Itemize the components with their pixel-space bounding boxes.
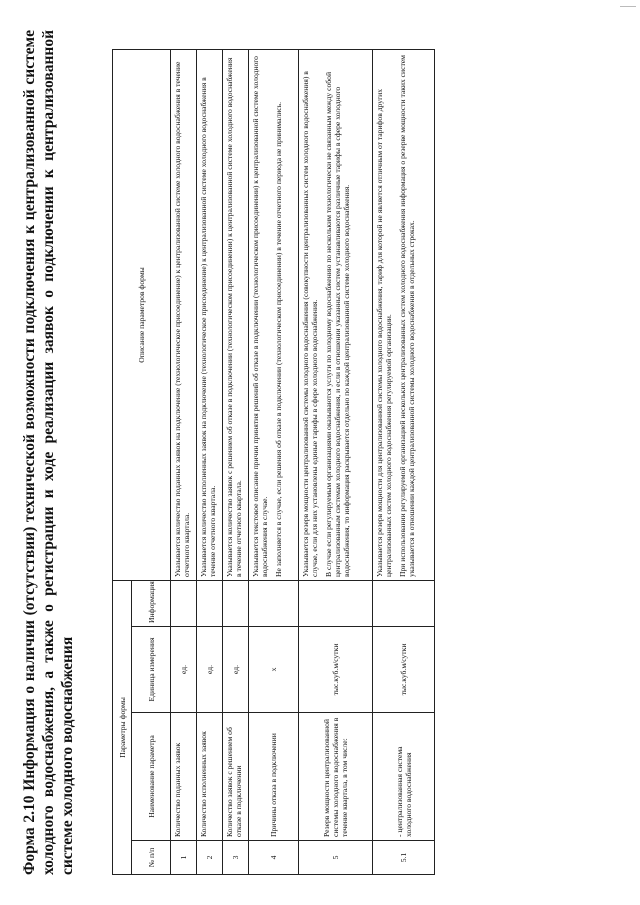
row-unit: х	[249, 627, 299, 713]
col-header-info: Информация	[132, 580, 171, 626]
row-description	[299, 49, 373, 580]
table-row	[373, 49, 435, 874]
row-description	[197, 49, 223, 580]
row-parameter-name: Количество исполненных заявок	[197, 713, 223, 841]
col-header-description: Описание параметров формы	[113, 49, 171, 580]
row-description-paragraph: Указывается количество поданных заявок на подключение (технологическое присоединение) к централизованной системе холодного водоснабжения в течение отчетного квартала.	[173, 61, 191, 577]
row-parameter-name: Причины отказа в подключении	[249, 713, 299, 841]
row-number: 2	[197, 841, 223, 875]
row-parameter-name: Количество поданных заявок	[171, 713, 197, 841]
table-row	[171, 49, 197, 874]
rotated-document-sheet	[20, 25, 620, 885]
row-description	[171, 49, 197, 580]
row-description-paragraph: Указывается резерв мощности централизованной системы холодного водоснабжения (совокупности централизованных систем холодного водоснабжения) в случае, если для них установлены единые тарифы в сфере холодного водоснабжения.	[301, 71, 319, 577]
row-number: 5.1	[373, 841, 435, 875]
table-row	[223, 49, 249, 874]
row-unit: тыс.куб.м/сутки	[299, 627, 373, 713]
table-row	[249, 49, 299, 874]
row-description	[223, 49, 249, 580]
row-number: 1	[171, 841, 197, 875]
col-header-unit: Единица измерения	[132, 627, 171, 713]
row-unit: ед.	[197, 627, 223, 713]
row-number: 3	[223, 841, 249, 875]
table-group-header-row	[113, 49, 132, 874]
row-unit: ед.	[223, 627, 249, 713]
row-info-cell	[223, 580, 249, 626]
row-description-paragraph: Указывается резерв мощности для централизованной системы холодного водоснабжения, тариф для которой не является отличным от тарифов других централизованных систем холодного водоснабжения регулируемой организации.	[375, 88, 393, 577]
row-parameter-name: Резерв мощности централизованной системы холодного водоснабжения в течение квартала, в том числе:	[299, 713, 373, 841]
row-number: 5	[299, 841, 373, 875]
row-info-cell	[373, 580, 435, 626]
row-description	[373, 49, 435, 580]
row-description-paragraph: Не заполняется в случае, если решения об отказе в подключении (технологическом присоединении) в течение отчетного периода не принимались.	[274, 101, 283, 577]
table-row	[299, 49, 373, 874]
row-description-paragraph: Указывается текстовое описание причин принятия решений об отказе в подключении (технологическом присоединении) к централизованной системе холодного водоснабжения в случае.	[251, 56, 269, 577]
row-unit: тыс.куб.м/сутки	[373, 627, 435, 713]
row-description-paragraph: В случае если регулируемым организациями оказываются услуги по холодному водоснабжению по нескольким технологически не связанным между собой централизованным системам холодного водоснабжения, и если в отношении указанных систем устанавливаются различные тарифы в сфере холодного водоснабжения, то информация раскрывается отдельно по каждой централизованной системе холодного водоснабжения.	[324, 71, 351, 577]
row-parameter-name: Количество заявок с решением об отказе в подключении	[223, 713, 249, 841]
form-parameters-table	[112, 49, 435, 875]
table-row	[197, 49, 223, 874]
col-header-number: № п/п	[132, 841, 171, 875]
row-info-cell	[197, 580, 223, 626]
row-info-cell	[171, 580, 197, 626]
page-edge-mark	[620, 6, 636, 7]
row-number: 4	[249, 841, 299, 875]
row-description-paragraph: Указывается количество заявок с решением об отказе в подключении (технологическом присоединении) к централизованной системе холодного водоснабжения в течение отчетного квартала.	[225, 57, 243, 577]
row-description-paragraph: При использовании регулируемой организацией нескольких централизованных систем холодного водоснабжения информация о резерве мощности таких систем указывается в отношении каждой централизованной системы холодного водоснабжения в отдельных строках.	[398, 55, 416, 577]
col-header-name: Наименование параметра	[132, 713, 171, 841]
row-unit: ед.	[171, 627, 197, 713]
row-info-cell	[299, 580, 373, 626]
group-header-params: Параметры формы	[113, 580, 132, 874]
row-info-cell	[249, 580, 299, 626]
form-title: Форма 2.10 Информация о наличии (отсутствии) технической возможности подключения к централизованной системе холодного водоснабжения, а также о регистрации и ходе реализации заявок о подключении к централизованной системе холодного водоснабжения	[21, 30, 76, 875]
row-description-paragraph: Указывается количество исполненных заявок на подключение (технологическое присоединение) к централизованной системе холодного водоснабжения в течение отчетного квартала.	[199, 77, 217, 577]
row-parameter-name: - централизованная система холодного водоснабжения	[373, 713, 435, 841]
row-description	[249, 49, 299, 580]
